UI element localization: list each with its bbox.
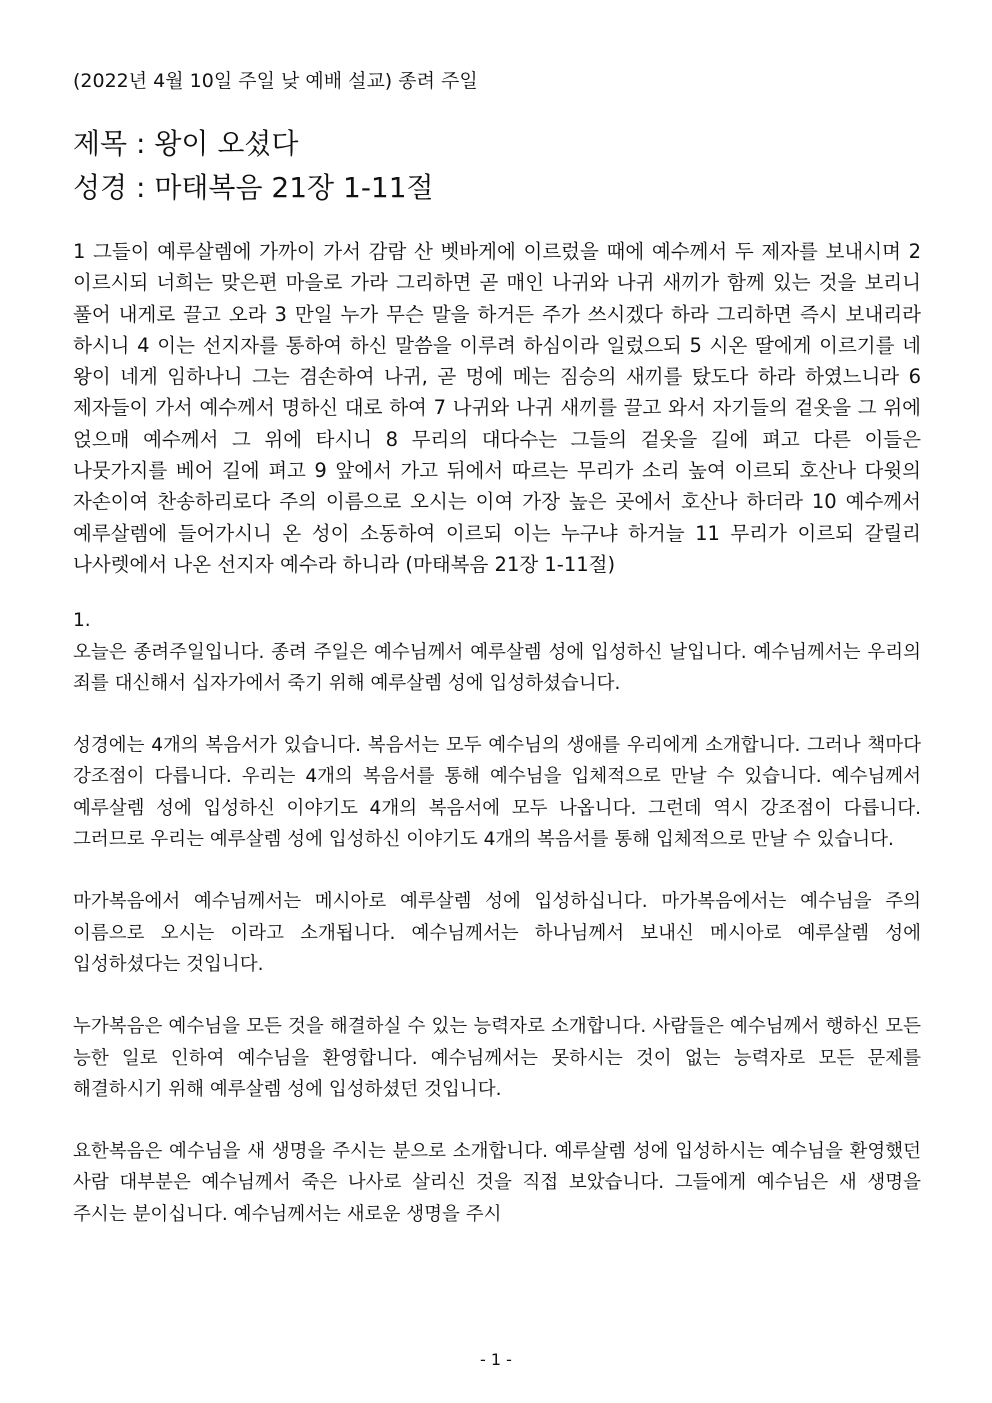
sermon-body — [73, 605, 921, 1230]
sermon-paragraph: 오늘은 종려주일입니다. 종려 주일은 예수님께서 예루살렘 성에 입성하신 날입니다. 예수님께서는 우리의 죄를 대신해서 십자가에서 죽기 위해 예루살렘 성에 입성하셨습니다. — [73, 641, 921, 694]
sermon-paragraph: 마가복음에서 예수님께서는 메시아로 예루살렘 성에 입성하십니다. 마가복음에서는 예수님을 주의 이름으로 오시는 이라고 소개됩니다. 예수님께서는 하나님께서 보내신 메시아로 예루살렘 성에 입성하셨다는 것입니다. — [73, 891, 921, 975]
section-number: 1. — [73, 610, 91, 632]
sermon-paragraph: 누가복음은 예수님을 모든 것을 해결하실 수 있는 능력자로 소개합니다. 사람들은 예수님께서 행하신 모든 능한 일로 인하여 예수님을 환영합니다. 예수님께서는 못하시는 것이 없는 능력자로 모든 문제를 해결하시기 위해 예루살렘 성에 입성하셨던 것입니다. — [73, 1016, 921, 1100]
document-page — [73, 66, 921, 1230]
sermon-paragraph: 요한복음은 예수님을 새 생명을 주시는 분으로 소개합니다. 예루살렘 성에 입성하시는 예수님을 환영했던 사람 대부분은 예수님께서 죽은 나사로 살리신 것을 직접 보았습니다. 그들에게 예수님은 새 생명을 주시는 분이십니다. 예수님께서는 새로운 생명을 주시 — [73, 1141, 921, 1225]
sermon-title: 제목 : 왕이 오셨다 — [73, 127, 299, 160]
scripture-text: 1 그들이 예루살렘에 가까이 가서 감람 산 벳바게에 이르렀을 때에 예수께서 두 제자를 보내시며 2 이르시되 너희는 맞은편 마을로 가라 그리하면 곧 매인 나귀와 나귀 새끼가 함께 있는 것을 보리니 풀어 내게로 끌고 오라 3 만일 누가 무슨 말을 하거든 주가 쓰시겠다 하라 그리하면 즉시 보내리라 하시니 4 이는 선지자를 통하여 하신 말씀을 이루려 하심이라 일렀으되 5 시온 딸에게 이르기를 네 왕이 네게 임하나니 그는 겸손하여 나귀, 곧 멍에 메는 짐승의 새끼를 탔도다 하라 하였느니라 6 제자들이 가서 예수께서 명하신 대로 하여 7 나귀와 나귀 새끼를 끌고 와서 자기들의 겉옷을 그 위에 얹으매 예수께서 그 위에 타시니 8 무리의 대다수는 그들의 겉옷을 길에 펴고 다른 이들은 나뭇가지를 베어 길에 펴고 9 앞에서 가고 뒤에서 따르는 무리가 소리 높여 이르되 호산나 다윗의 자손이여 찬송하리로다 주의 이름으로 오시는 이여 가장 높은 곳에서 호산나 하더라 10 예수께서 예루살렘에 들어가시니 온 성이 소동하여 이르되 이는 누구냐 하거늘 11 무리가 이르되 갈릴리 나사렛에서 나온 선지자 예수라 하니라 (마태복음 21장 1-11절) — [73, 240, 921, 576]
service-info: (2022년 4월 10일 주일 낮 예배 설교) 종려 주일 — [73, 70, 478, 92]
sermon-paragraph: 성경에는 4개의 복음서가 있습니다. 복음서는 모두 예수님의 생애를 우리에게 소개합니다. 그러나 책마다 강조점이 다릅니다. 우리는 4개의 복음서를 통해 예수님을 입체적으로 만날 수 있습니다. 예수님께서 예루살렘 성에 입성하신 이야기도 4개의 복음서에 모두 나옵니다. 그런데 역시 강조점이 다릅니다. 그러므로 우리는 예루살렘 성에 입성하신 이야기도 4개의 복음서를 통해 입체적으로 만날 수 있습니다. — [73, 735, 921, 851]
page-number: - 1 - — [480, 1350, 512, 1369]
scripture-reference: 성경 : 마태복음 21장 1-11절 — [73, 171, 434, 204]
